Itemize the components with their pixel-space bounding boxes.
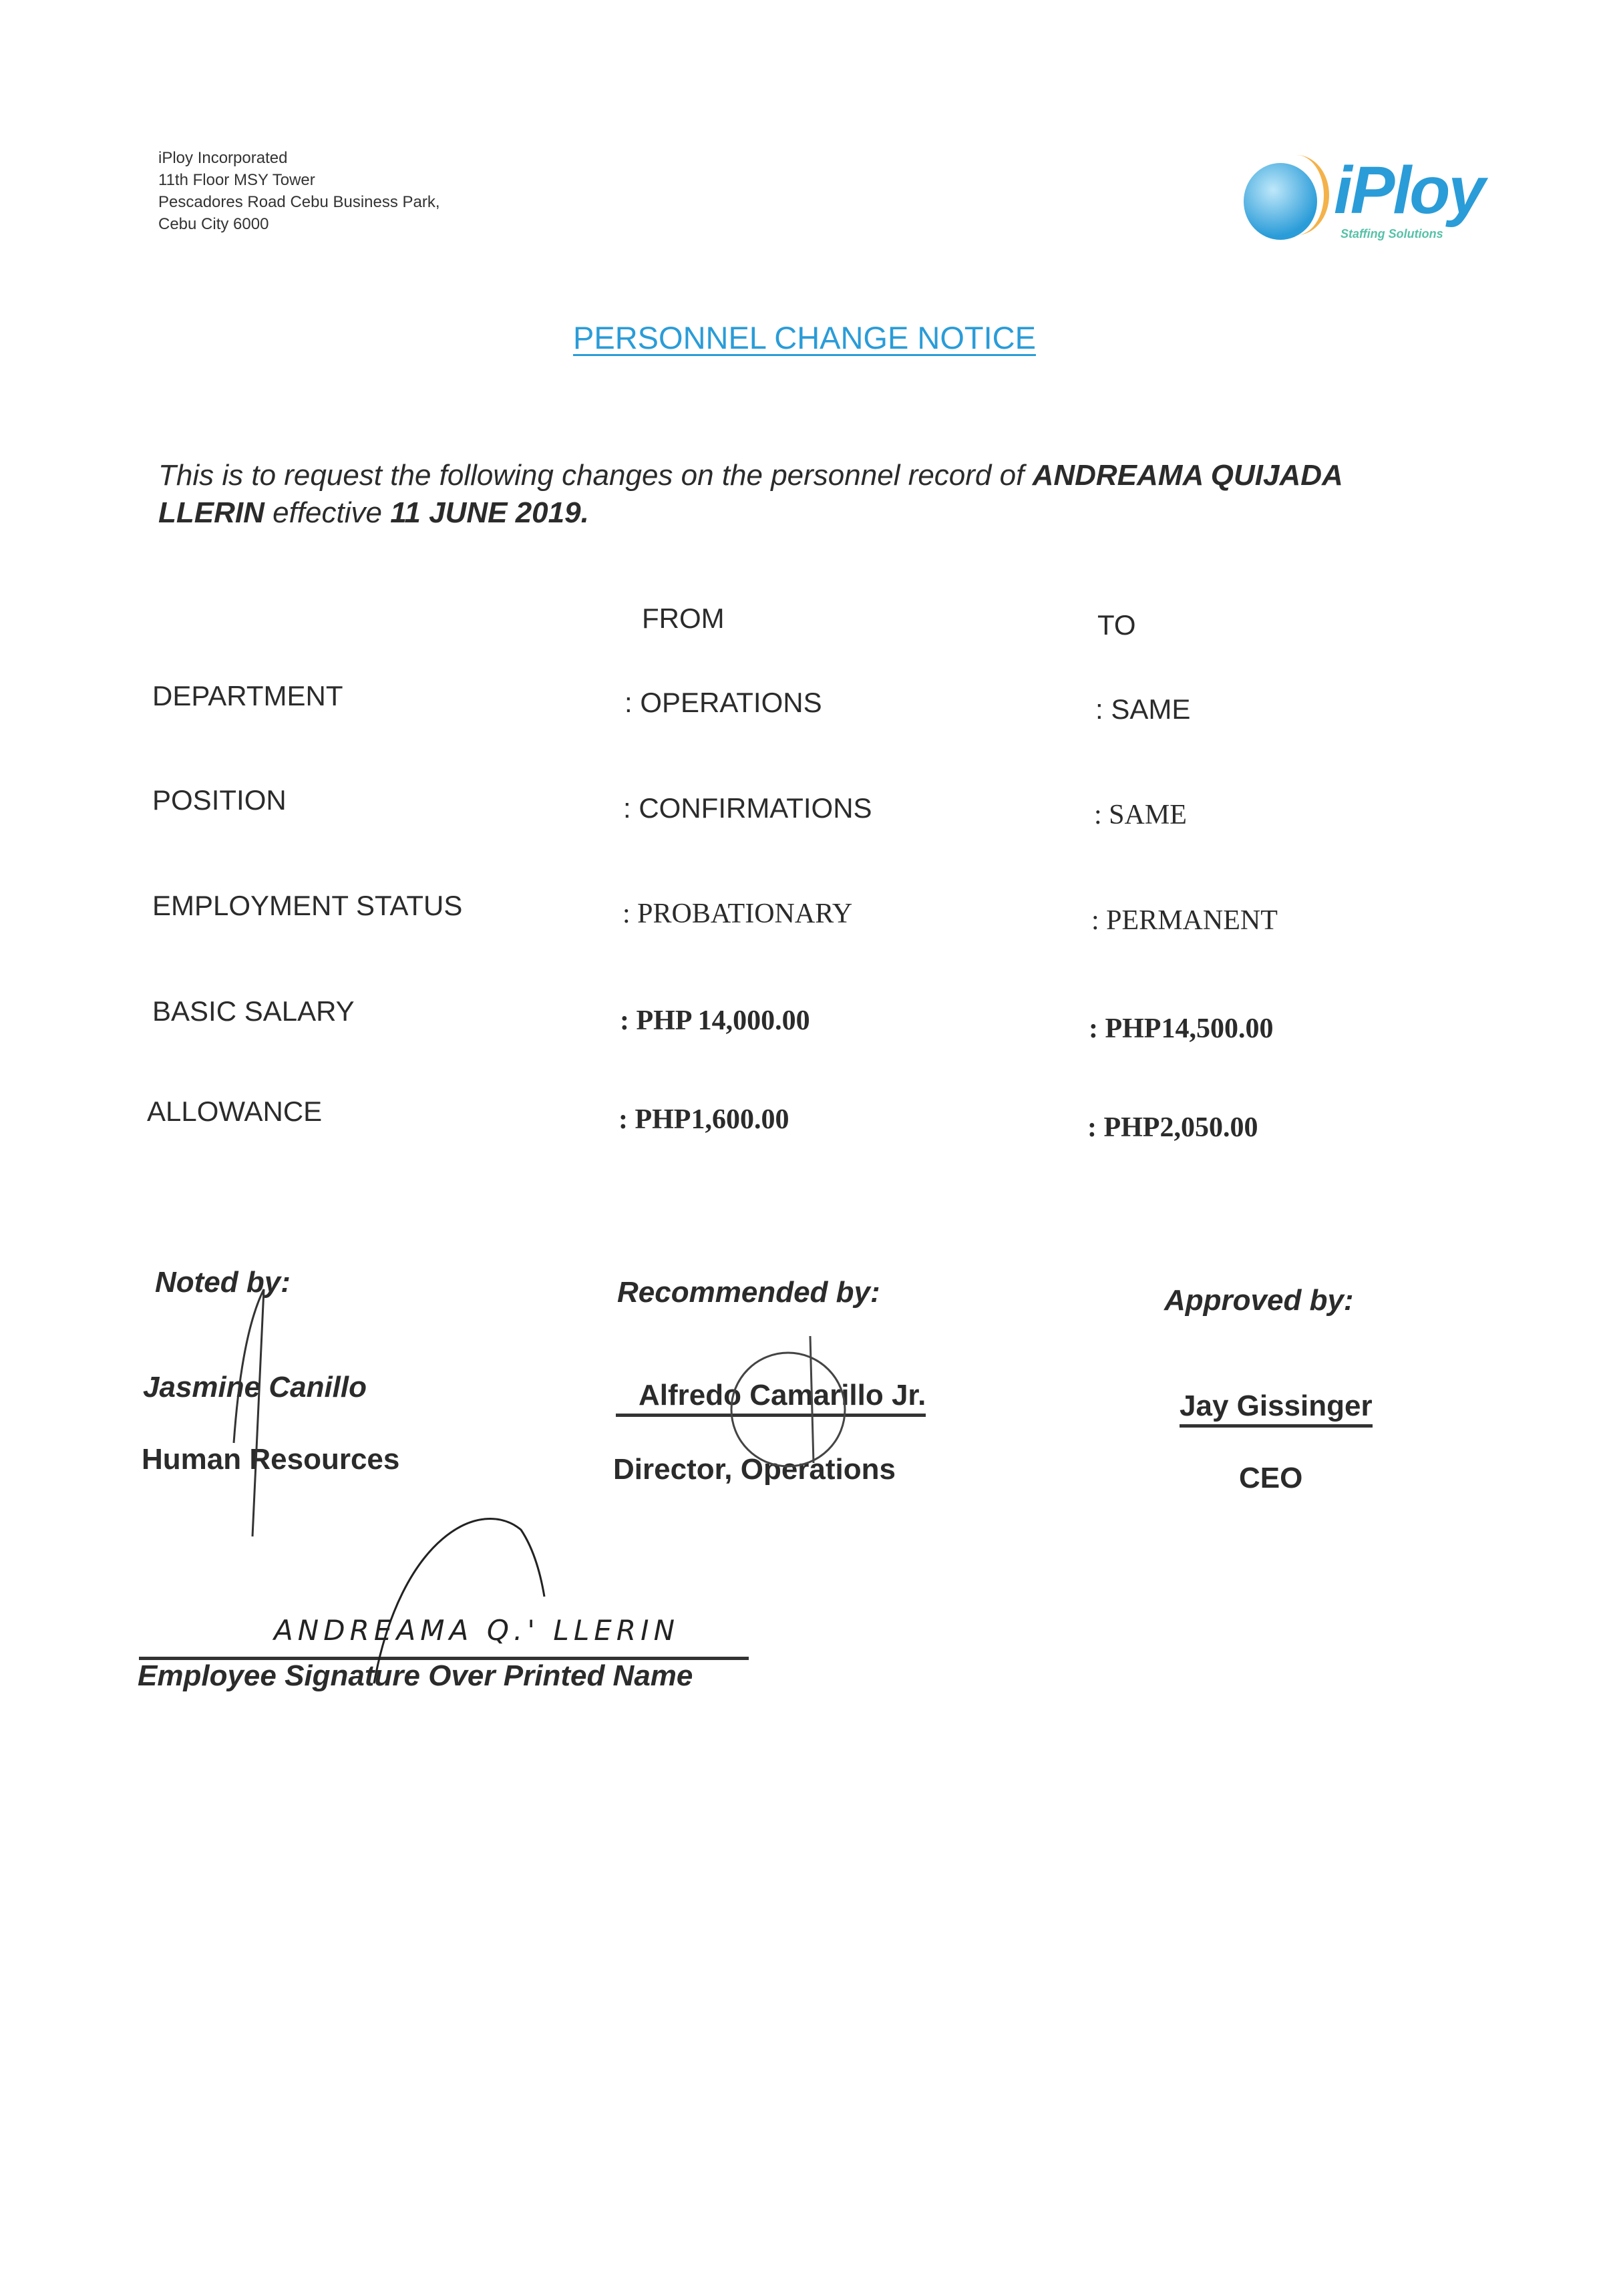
noted-by-title: Human Resources [142, 1443, 400, 1476]
approved-by-name: Jay Gissinger [1180, 1389, 1373, 1428]
row-label: DEPARTMENT [152, 680, 343, 711]
employee-handwritten-name: ANDREAMA Q.' LLERIN [274, 1614, 675, 1647]
noted-by-heading: Noted by: [155, 1266, 291, 1299]
address-line: Pescadores Road Cebu Business Park, [158, 193, 440, 211]
row-label: ALLOWANCE [147, 1096, 323, 1127]
employee-signature-caption: Employee Signature Over Printed Name [138, 1659, 693, 1692]
noted-by-name: Jasmine Canillo [143, 1371, 367, 1404]
row-to: : SAME [1095, 693, 1191, 725]
row-to: : SAME [1094, 800, 1187, 830]
row-label: POSITION [152, 784, 287, 816]
effective-date: 11 JUNE 2019. [390, 496, 589, 529]
intro-middle: effective [264, 496, 391, 529]
row-label: BASIC SALARY [152, 995, 355, 1027]
row-to: : PHP2,050.00 [1087, 1112, 1258, 1143]
recommended-by-name: Alfredo Camarillo Jr. [616, 1379, 926, 1417]
row-from: : CONFIRMATIONS [623, 792, 872, 824]
to-header: TO [1097, 609, 1136, 641]
logo-text: iPloy [1334, 153, 1483, 228]
page-title: PERSONNEL CHANGE NOTICE [573, 320, 1036, 355]
recommended-by-heading: Recommended by: [617, 1276, 880, 1309]
row-from: : PHP 14,000.00 [620, 1005, 810, 1036]
address-line: Cebu City 6000 [158, 215, 269, 233]
row-to: : PERMANENT [1091, 905, 1278, 936]
from-header: FROM [642, 603, 725, 634]
row-from: : PHP1,600.00 [618, 1104, 789, 1135]
address-line: 11th Floor MSY Tower [158, 171, 315, 189]
row-to: : PHP14,500.00 [1089, 1013, 1274, 1044]
row-from: : OPERATIONS [624, 687, 822, 718]
logo-tagline: Staffing Solutions [1340, 227, 1443, 240]
row-label: EMPLOYMENT STATUS [152, 890, 463, 921]
approved-by-title: CEO [1239, 1462, 1303, 1494]
employee-name: ANDREAMA QUIJADA LLERIN [158, 459, 1343, 529]
intro-prefix: This is to request the following changes on the personnel record of [158, 459, 1033, 492]
company-address [158, 147, 440, 235]
approved-by-heading: Approved by: [1164, 1284, 1354, 1317]
swoosh-icon [1264, 155, 1329, 235]
company-logo [1244, 155, 1497, 249]
row-from: : PROBATIONARY [622, 898, 853, 929]
recommended-by-title: Director, Operations [613, 1453, 896, 1486]
signature-noted-by [234, 1289, 264, 1536]
address-line: iPloy Incorporated [158, 149, 288, 167]
intro-paragraph [158, 457, 1441, 532]
